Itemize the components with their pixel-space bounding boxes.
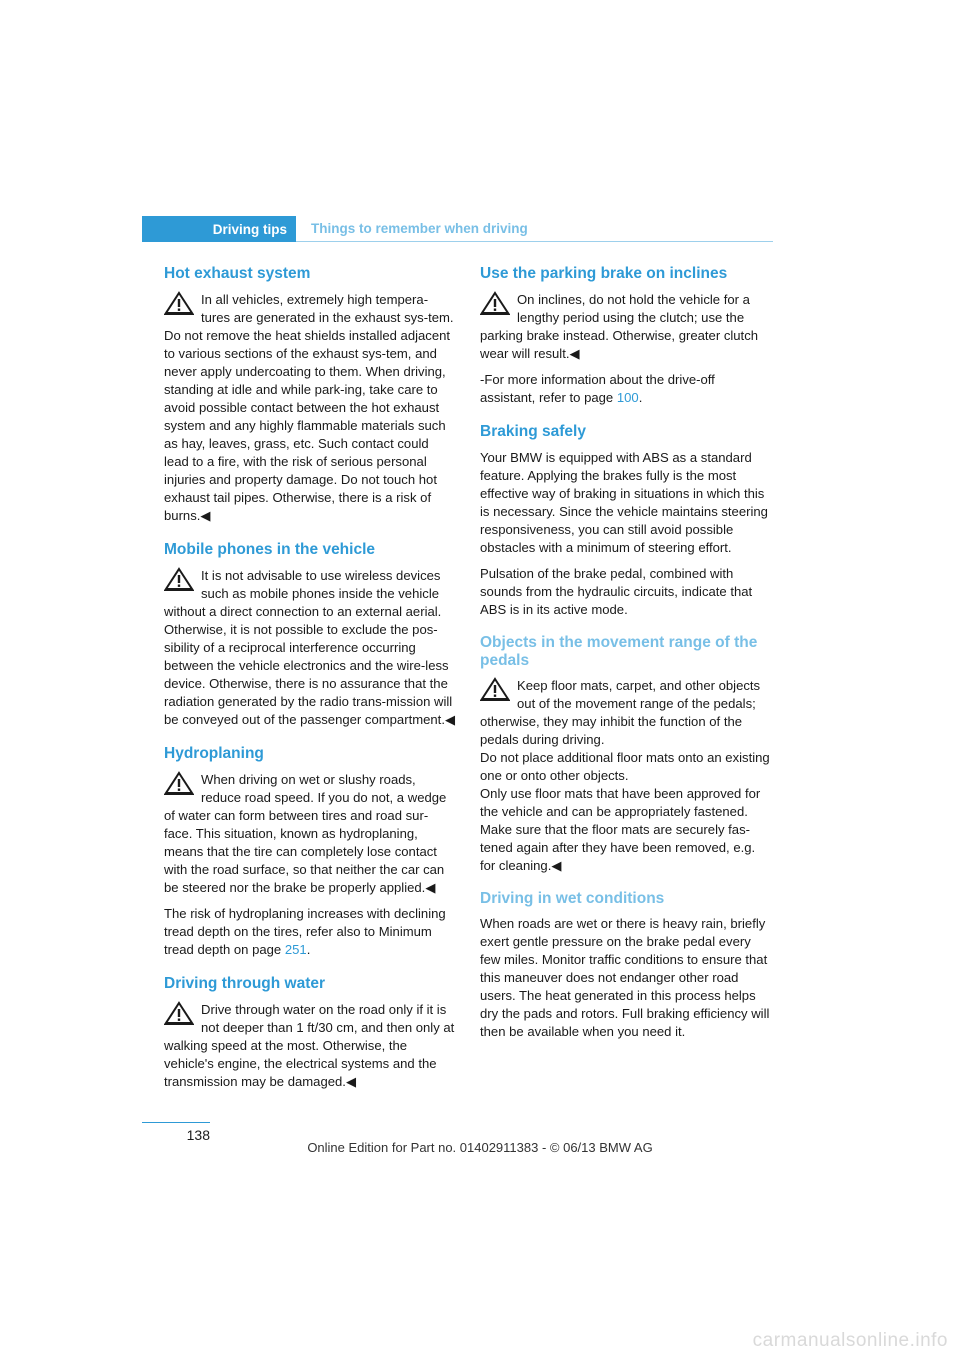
hot-exhaust-warning: In all vehicles, extremely high tempera-tures are generated in the exhaust sys-tem. Do not remove the heat shields installed adjacent to various sections of the exhaust sys-tem, and never apply undercoating to them. When driving, standing at idle and while park-ing, take care to avoid possible contact between the hot exhaust system and any highly flammable materials such as hay, leaves, grass, etc. Such contact could lead to a fire, with the risk of serious personal injuries and property damage. Do not touch hot exhaust tail pipes. Otherwise, there is a risk of burns.◀ bbox=[164, 292, 454, 523]
page-251-link[interactable]: 251 bbox=[284, 942, 307, 957]
parking-brake-warning: On inclines, do not hold the vehicle for a lengthy period using the clutch; use the parking brake instead. Otherwise, greater clutch wear will result.◀ bbox=[480, 292, 759, 361]
warning-triangle-icon bbox=[164, 567, 194, 591]
parking-brake-section bbox=[480, 264, 772, 407]
header-rule bbox=[296, 241, 773, 242]
chapter-tab bbox=[142, 216, 296, 242]
mobile-phones-section bbox=[164, 540, 456, 729]
driving-through-water-warning: Drive through water on the road only if it is not deeper than 1 ft/30 cm, and then only at walking speed at the most. Otherwise, the vehicle's engine, the electrical systems and the transmission may be damaged.◀ bbox=[164, 1002, 455, 1089]
chapter-title: Driving tips bbox=[212, 221, 287, 237]
section-title: Things to remember when driving bbox=[311, 221, 528, 236]
warning-triangle-icon bbox=[164, 1001, 194, 1025]
page-number: 138 bbox=[186, 1127, 210, 1143]
hydroplaning-warning: When driving on wet or slushy roads, reduce road speed. If you do not, a wedge of water can form between tires and road sur-face. This situation, known as hydroplaning, means that the tire can completely lose contact with the road surface, so that neither the car can be steered nor the brake be properly applied.◀ bbox=[164, 772, 447, 895]
warning-triangle-icon bbox=[480, 291, 510, 315]
mobile-phones-heading: Mobile phones in the vehicle bbox=[164, 541, 376, 558]
page-number-rule bbox=[142, 1122, 210, 1123]
mobile-phones-warning: It is not advisable to use wireless devices such as mobile phones inside the vehicle without a direct connection to an external aerial. Otherwise, it is not possible to exclude the pos-sibility of a reciprocal interference occurring between the vehicle electronics and the wire-less device. Otherwise, there is no assurance that the radiation generated by the radio trans-mission will be conveyed out of the passenger compartment.◀ bbox=[164, 568, 456, 727]
wet-conditions-heading: Driving in wet conditions bbox=[480, 890, 665, 907]
warning-triangle-icon bbox=[480, 677, 510, 701]
driving-through-water-section bbox=[164, 974, 456, 1091]
warning-triangle-icon bbox=[164, 771, 194, 795]
braking-safely-section bbox=[480, 422, 772, 619]
warning-triangle-icon bbox=[164, 291, 194, 315]
braking-safely-heading: Braking safely bbox=[480, 423, 586, 440]
page-100-link[interactable]: 100 bbox=[616, 390, 639, 405]
hydroplaning-heading: Hydroplaning bbox=[164, 745, 264, 762]
parking-brake-heading: Use the parking brake on inclines bbox=[480, 265, 728, 282]
hydroplaning-section bbox=[164, 744, 456, 959]
driving-through-water-heading: Driving through water bbox=[164, 975, 326, 992]
watermark: carmanualsonline.info bbox=[752, 1330, 948, 1351]
right-column bbox=[480, 264, 772, 1056]
hot-exhaust-section bbox=[164, 264, 456, 525]
left-column bbox=[164, 264, 456, 1106]
pedal-objects-section bbox=[480, 634, 772, 875]
edition-footer: Online Edition for Part no. 01402911383 - © 06/13 BMW AG bbox=[307, 1140, 653, 1155]
drive-off-assistant-paragraph: -For more information about the drive-off assistant, refer to page 100. bbox=[480, 372, 715, 405]
braking-safely-paragraph-2: Pulsation of the brake pedal, combined with sounds from the hydraulic circuits, indicate that ABS is in its active mode. bbox=[480, 566, 753, 617]
braking-safely-paragraph-1: Your BMW is equipped with ABS as a standard feature. Applying the brakes fully is the most effective way of braking in situations in which this is necessary. Since the vehicle maintains steering responsiveness, you can still avoid possible obstacles with a minimum of steering effort. bbox=[480, 450, 768, 555]
hot-exhaust-heading: Hot exhaust system bbox=[164, 265, 311, 282]
wet-conditions-section bbox=[480, 890, 772, 1041]
hydroplaning-tread-paragraph: The risk of hydroplaning increases with declining tread depth on the tires, refer also to Minimum tread depth on page 251. bbox=[164, 906, 446, 957]
pedal-objects-heading: Objects in the movement range of the pedals bbox=[480, 634, 758, 669]
wet-conditions-paragraph: When roads are wet or there is heavy rain, briefly exert gentle pressure on the brake pedal every few miles. Monitor traffic conditions to ensure that this maneuver does not endanger other road users. The heat generated in this process helps dry the pads and rotors. Full braking efficiency will then be available when you need it. bbox=[480, 916, 770, 1039]
pedal-objects-warning: Keep floor mats, carpet, and other objects out of the movement range of the pedals; otherwise, they may inhibit the function of the pedals during driving. Do not place additional floor mats onto an existing one or onto other objects. Only use floor mats that have been approved for the vehicle and can be appropriately fastened. Make sure that the floor mats are securely fas-tened again after they have been removed, e.g. for cleaning.◀ bbox=[480, 678, 770, 873]
